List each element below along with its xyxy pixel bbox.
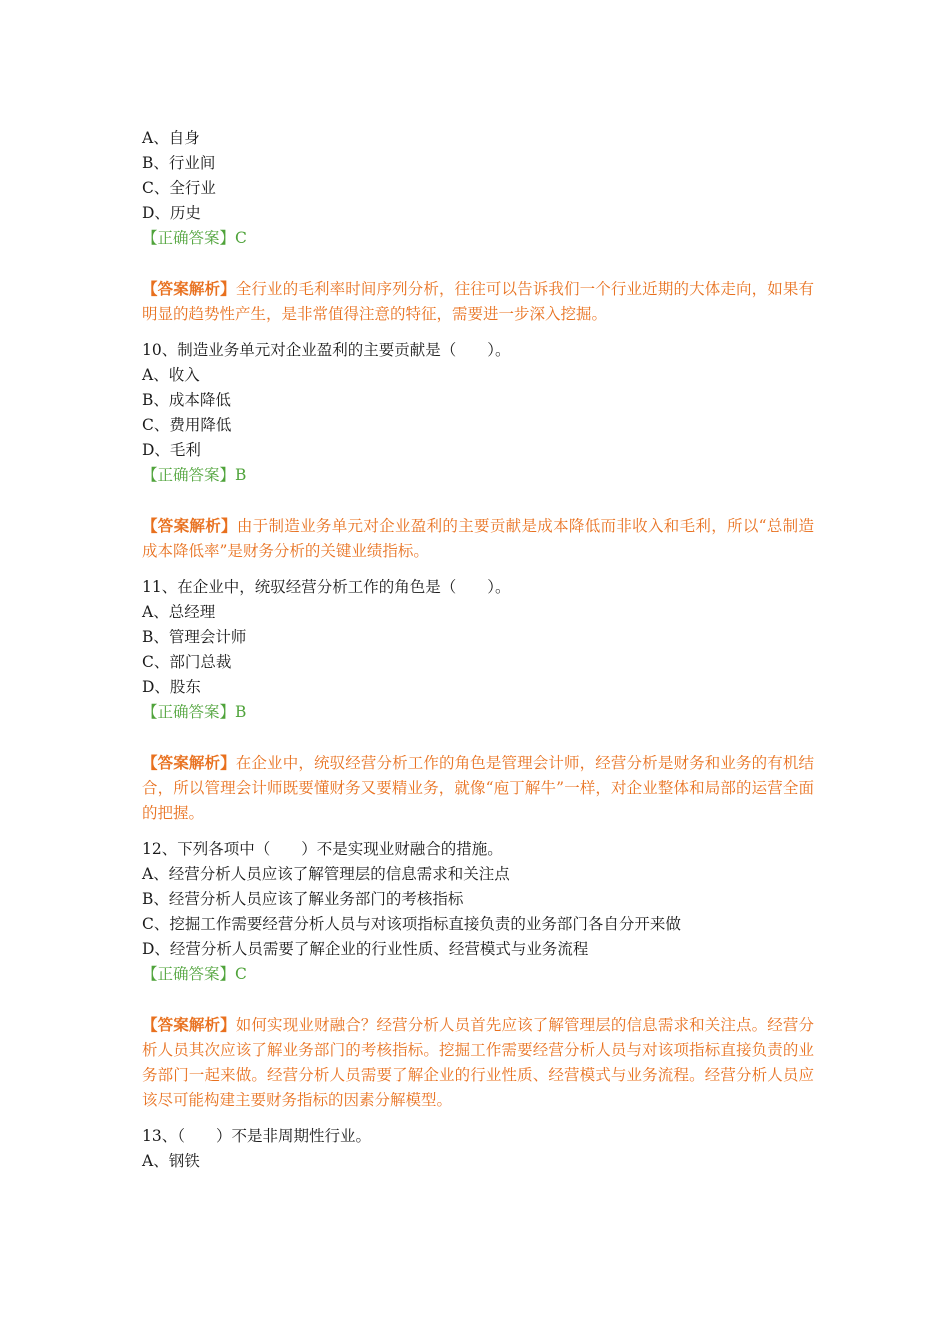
option-b: B、成本降低 — [142, 391, 231, 409]
answer-explanation — [142, 276, 814, 327]
option-b: B、管理会计师 — [142, 628, 247, 646]
question-title: 10、制造业务单元对企业盈利的主要贡献是（ ）。 — [142, 341, 511, 359]
correct-answer: 【正确答案】B — [142, 466, 247, 484]
option-d: D、股东 — [142, 678, 201, 696]
correct-answer: 【正确答案】C — [142, 229, 247, 247]
question-title: 12、下列各项中（ ）不是实现业财融合的措施。 — [142, 840, 503, 858]
question-12 — [142, 837, 814, 1113]
correct-answer: 【正确答案】B — [142, 703, 247, 721]
question-13 — [142, 1124, 814, 1174]
question-9 — [142, 126, 814, 327]
option-b: B、行业间 — [142, 154, 216, 172]
explanation-text: 如何实现业财融合？经营分析人员首先应该了解管理层的信息需求和关注点。经营分析人员其次应该了解业务部门的考核指标。挖掘工作需要经营分析人员与对该项指标直接负责的业务部门一起来做。经营分析人员需要了解企业的行业性质、经营模式与业务流程。经营分析人员应该尽可能构建主要财务指标的因素分解模型。 — [142, 1016, 814, 1109]
answer-explanation — [142, 1012, 814, 1113]
option-a: A、经营分析人员应该了解管理层的信息需求和关注点 — [142, 865, 510, 883]
option-c: C、费用降低 — [142, 416, 232, 434]
option-d: D、历史 — [142, 204, 201, 222]
document-page — [142, 126, 814, 1174]
option-a: A、自身 — [142, 129, 200, 147]
explanation-tag: 【答案解析】 — [142, 753, 236, 772]
option-d: D、经营分析人员需要了解企业的行业性质、经营模式与业务流程 — [142, 940, 589, 958]
answer-explanation — [142, 750, 814, 826]
option-d: D、毛利 — [142, 441, 201, 459]
explanation-tag: 【答案解析】 — [142, 279, 236, 298]
explanation-text: 由于制造业务单元对企业盈利的主要贡献是成本降低而非收入和毛利，所以“总制造成本降低率”是财务分析的关键业绩指标。 — [142, 517, 814, 560]
option-a: A、钢铁 — [142, 1152, 200, 1170]
option-c: C、挖掘工作需要经营分析人员与对该项指标直接负责的业务部门各自分开来做 — [142, 915, 681, 933]
explanation-tag: 【答案解析】 — [142, 1015, 236, 1034]
correct-answer: 【正确答案】C — [142, 965, 247, 983]
option-a: A、总经理 — [142, 603, 216, 621]
question-10 — [142, 338, 814, 564]
question-title: 13、（ ）不是非周期性行业。 — [142, 1127, 371, 1145]
answer-explanation — [142, 513, 814, 564]
option-b: B、经营分析人员应该了解业务部门的考核指标 — [142, 890, 464, 908]
explanation-text: 全行业的毛利率时间序列分析，往往可以告诉我们一个行业近期的大体走向，如果有明显的趋势性产生，是非常值得注意的特征，需要进一步深入挖掘。 — [142, 280, 814, 323]
option-a: A、收入 — [142, 366, 200, 384]
option-c: C、全行业 — [142, 179, 216, 197]
explanation-tag: 【答案解析】 — [142, 516, 237, 535]
option-c: C、部门总裁 — [142, 653, 232, 671]
question-11 — [142, 575, 814, 826]
question-title: 11、在企业中，统驭经营分析工作的角色是（ ）。 — [142, 578, 511, 596]
explanation-text: 在企业中，统驭经营分析工作的角色是管理会计师，经营分析是财务和业务的有机结合，所以管理会计师既要懂财务又要精业务，就像“庖丁解牛”一样，对企业整体和局部的运营全面的把握。 — [142, 754, 814, 822]
